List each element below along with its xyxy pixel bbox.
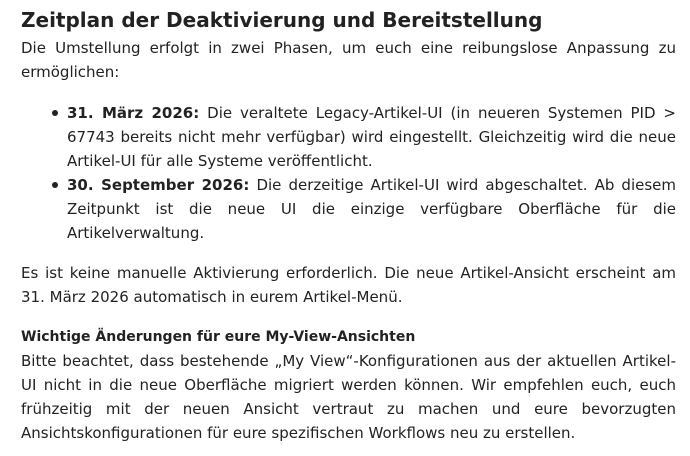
changes-heading: Wichtige Änderungen für eure My-View-Ansichten xyxy=(21,329,416,345)
activation-note: Es ist keine manuelle Aktivierung erforderlich. Die neue Artikel-Ansicht erscheint am 31. März 2026 automatisch in eurem Artikel-Menü. xyxy=(21,264,676,306)
changes-paragraph: Bitte beachtet, dass bestehende „My View“-Konfigurationen aus der aktuellen Artikel-UI nicht in die neue Oberfläche migriert werden können. Wir empfehlen euch, euch frühzeitig mit der neuen Ansicht vertraut zu machen und eure bevorzugten Ansichtskonfigurationen für eure spezifischen Workflows neu zu erstellen. xyxy=(21,352,676,442)
phase-list xyxy=(21,101,676,245)
phase-text-1: Die veraltete Legacy-Artikel-UI (in neueren Systemen PID > 67743 bereits nicht mehr verfügbar) wird eingestellt. Gleichzeitig wird die neue Artikel-UI für alle Systeme veröffentlicht. xyxy=(67,104,676,170)
phase-text-2: Die derzeitige Artikel-UI wird abgeschaltet. Ab diesem Zeitpunkt ist die neue UI die einzige verfügbare Oberfläche für die Artikelverwaltung. xyxy=(67,176,677,242)
phase-date-2: 30. September 2026: xyxy=(67,176,250,194)
section-title: Zeitplan der Deaktivierung und Bereitstellung xyxy=(21,8,543,32)
phase-date-1: 31. März 2026: xyxy=(67,104,200,122)
intro-paragraph: Die Umstellung erfolgt in zwei Phasen, um euch eine reibungslose Anpassung zu ermöglichen: xyxy=(21,39,676,81)
phase-item-1 xyxy=(67,101,676,173)
phase-item-2 xyxy=(67,173,676,245)
